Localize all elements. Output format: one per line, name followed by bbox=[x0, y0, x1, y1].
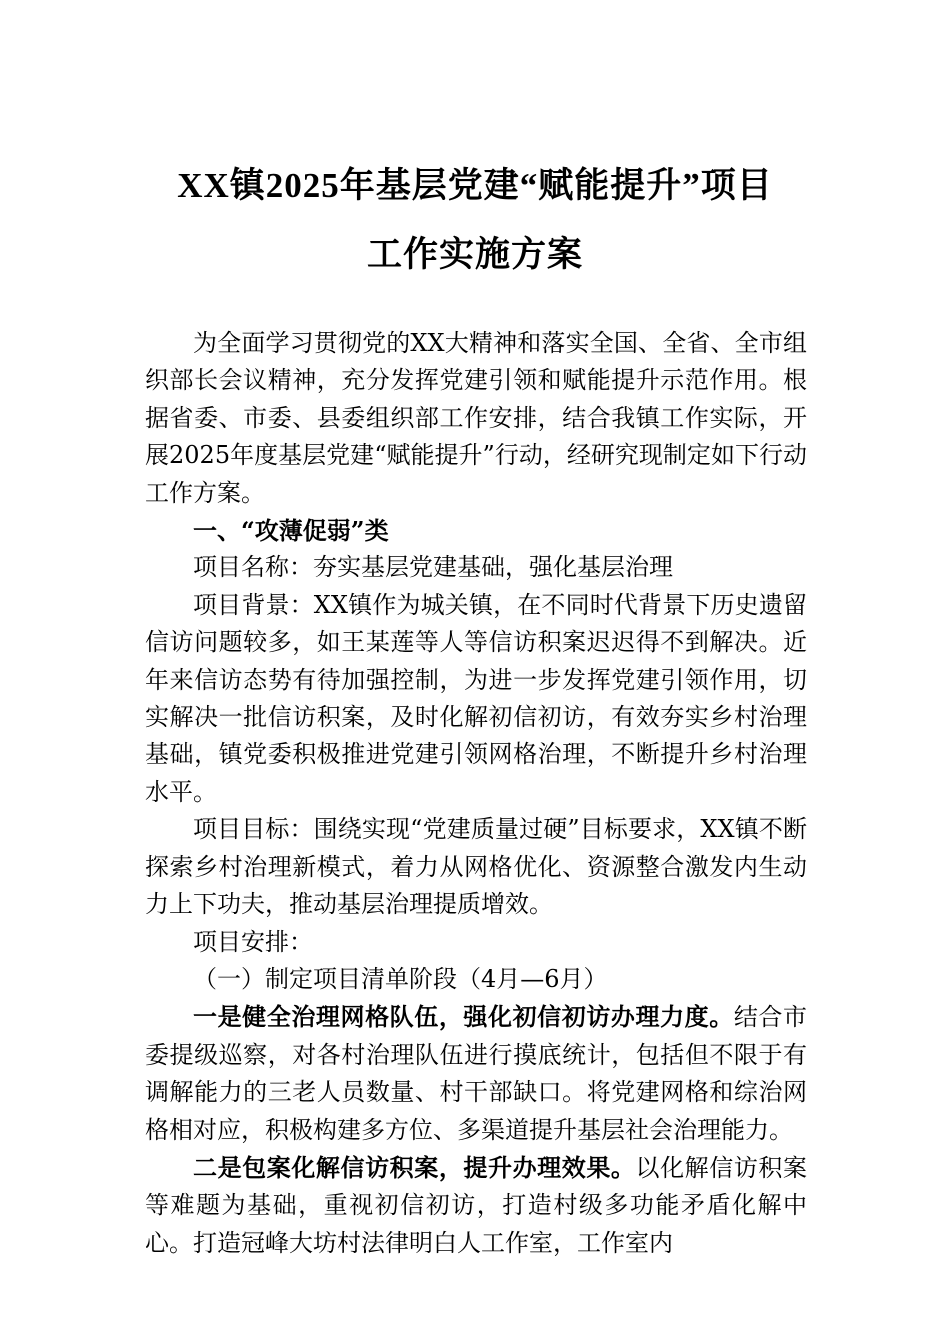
item-2-lead: 二是包案化解信访积案，提升办理效果。 bbox=[193, 1152, 636, 1182]
document-title-line-1: XX镇2025年基层党建“赋能提升”项目 bbox=[177, 166, 773, 205]
document-title-line-2: 工作实施方案 bbox=[366, 235, 583, 274]
project-arrangement-paragraph: 项目安排： bbox=[193, 927, 313, 956]
project-name-paragraph: 项目名称：夯实基层党建基础，强化基层治理 bbox=[193, 553, 673, 582]
document-body bbox=[145, 325, 807, 1262]
section-heading-1: 一、“攻薄促弱”类 bbox=[193, 516, 389, 546]
stage-1-heading: （一）制定项目清单阶段（4月—6月） bbox=[193, 964, 608, 993]
item-1-lead: 一是健全治理网格队伍，强化初信初访办理力度。 bbox=[193, 1002, 734, 1032]
item-2-body: 以化解信访积案等难题为基础，重视初信初访，打造村级多功能矛盾化解中心。打造冠峰大坊村法律明白人工作室，工作室内 bbox=[145, 1153, 807, 1257]
item-2-paragraph bbox=[145, 1149, 807, 1262]
intro-paragraph: 为全面学习贯彻党的XX大精神和落实全国、全省、全市组织部长会议精神，充分发挥党建引领和赋能提升示范作用。根据省委、市委、县委组织部工作安排，结合我镇工作实际，开展2025年度基层党建“赋能提升”行动，经研究现制定如下行动工作方案。 bbox=[145, 329, 807, 507]
project-goal-paragraph: 项目目标：围绕实现“党建质量过硬”目标要求，XX镇不断探索乡村治理新模式，着力从网格优化、资源整合激发内生动力上下功夫，推动基层治理提质增效。 bbox=[145, 815, 807, 919]
project-background-paragraph: 项目背景：XX镇作为城关镇，在不同时代背景下历史遗留信访问题较多，如王某莲等人等信访积案迟迟得不到解决。近年来信访态势有待加强控制，为进一步发挥党建引领作用，切实解决一批信访积案，及时化解初信初访，有效夯实乡村治理基础，镇党委积极推进党建引领网格治理，不断提升乡村治理水平。 bbox=[145, 590, 807, 806]
item-1-body: 结合市委提级巡察，对各村治理队伍进行摸底统计，包括但不限于有调解能力的三老人员数量、村干部缺口。将党建网格和综治网格相对应，积极构建多方位、多渠道提升基层社会治理能力。 bbox=[145, 1003, 808, 1144]
item-1-paragraph bbox=[145, 998, 807, 1149]
